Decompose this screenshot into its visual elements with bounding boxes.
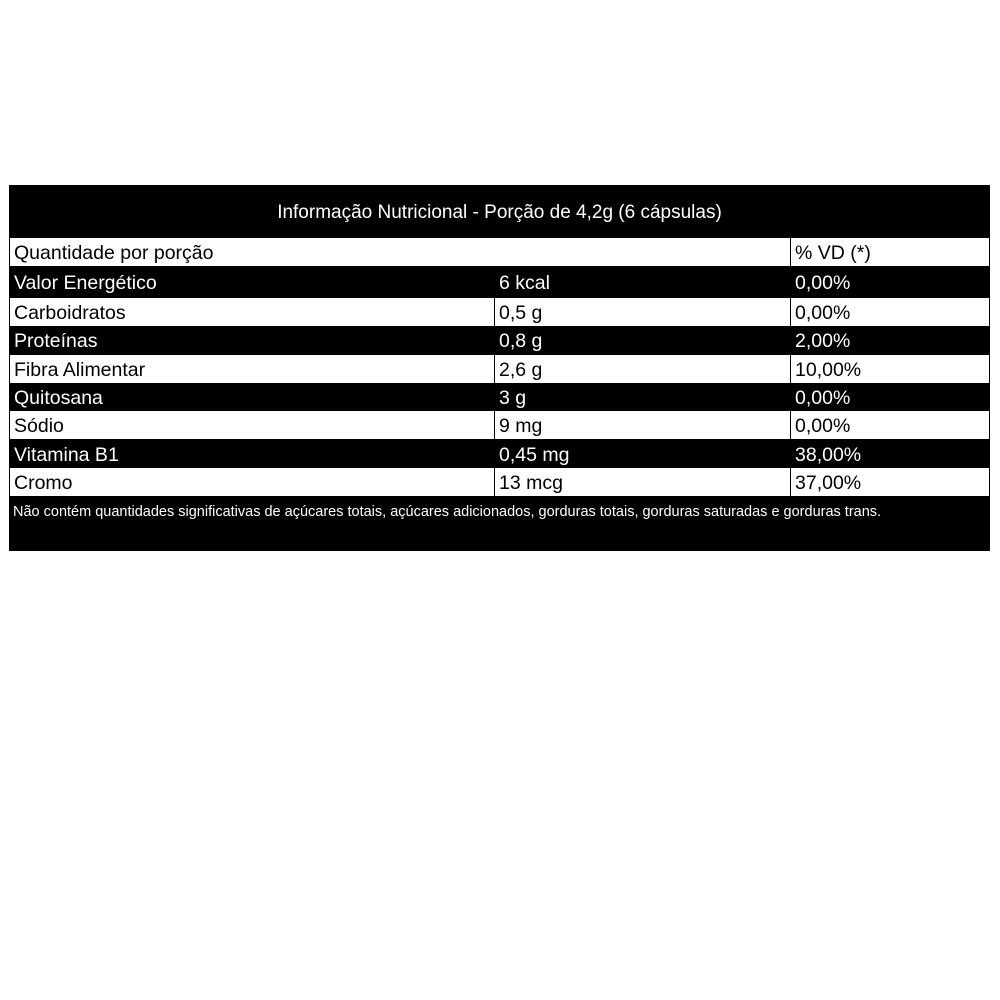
nutrient-name: Sódio [10,411,494,439]
nutrient-amount: 13 mcg [495,468,790,496]
nutrient-amount: 0,5 g [495,298,790,326]
nutrient-amount: 2,6 g [495,355,790,383]
table-row [9,355,990,383]
nutrient-daily-value: 0,00% [795,272,851,294]
nutrient-name: Cromo [10,468,494,496]
nutrition-facts-table [9,185,990,551]
nutrient-daily-value: 0,00% [791,298,989,326]
footnote: Não contém quantidades significativas de açúcares totais, açúcares adicionados, gorduras totais, gorduras saturadas e gorduras trans. [13,504,882,520]
nutrient-amount: 9 mg [495,411,790,439]
table-row [9,440,990,468]
quantity-per-serving-label: Quantidade por porção [10,238,790,266]
table-row [9,326,990,354]
nutrient-amount: 6 kcal [499,272,550,294]
nutrient-amount: 0,8 g [499,330,543,352]
table-row [9,268,990,296]
nutrient-name: Proteínas [14,330,98,352]
nutrient-name: Carboidratos [10,298,494,326]
nutrient-daily-value: 38,00% [795,444,862,466]
nutrient-amount: 3 g [499,387,527,409]
table-header-row [9,238,990,266]
nutrient-amount: 0,45 mg [499,444,570,466]
nutrient-name: Vitamina B1 [14,444,119,466]
daily-value-label: % VD (*) [791,238,989,266]
nutrient-name: Quitosana [14,387,103,409]
table-row [9,298,990,326]
nutrient-daily-value: 0,00% [791,411,989,439]
table-title: Informação Nutricional - Porção de 4,2g (6 cápsulas) [277,202,722,223]
nutrient-daily-value: 0,00% [795,387,851,409]
nutrient-daily-value: 37,00% [791,468,989,496]
nutrient-name: Valor Energético [14,272,157,294]
nutrient-daily-value: 10,00% [791,355,989,383]
table-row [9,411,990,439]
table-row [9,383,990,411]
nutrient-daily-value: 2,00% [795,330,851,352]
nutrient-name: Fibra Alimentar [10,355,494,383]
table-row [9,468,990,496]
